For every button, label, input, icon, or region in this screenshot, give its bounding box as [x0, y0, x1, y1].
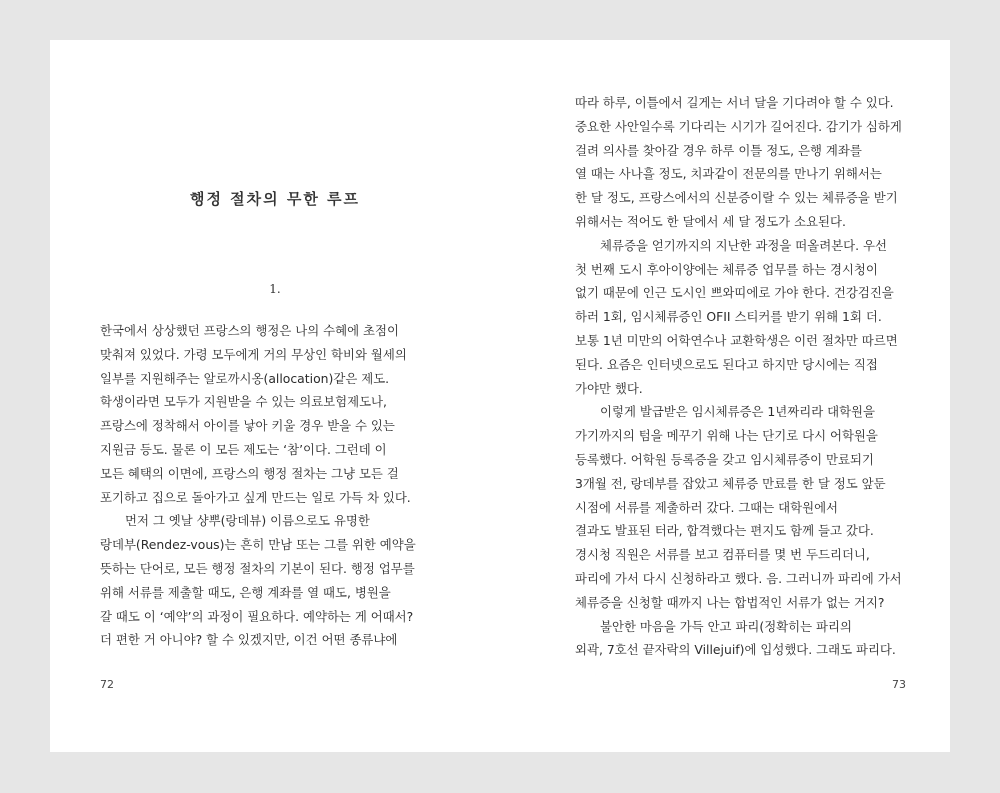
text-line: 학생이라면 모두가 지원받을 수 있는 의료보험제도나,	[100, 394, 387, 410]
section-number: 1.	[269, 282, 281, 296]
text-line: 위해서는 적어도 한 달에서 세 달 정도가 소요된다.	[575, 213, 846, 229]
text-line: 시점에 서류를 제출하러 갔다. 그때는 대학원에서	[575, 499, 839, 515]
text-line: 지원금 등도. 물론 이 모든 제도는 ‘참’이다. 그런데 이	[100, 441, 387, 457]
text-line: 체류증을 얻기까지의 지난한 과정을 떠올려본다. 우선	[600, 237, 887, 253]
left-page-body	[100, 319, 416, 652]
text-line: 가기까지의 텀을 메꾸기 위해 나는 단기로 다시 어학원을	[575, 428, 878, 444]
text-line: 외곽, 7호선 끝자락의 Villejuif)에 입성했다. 그래도 파리다.	[575, 642, 896, 658]
text-line: 먼저 그 옛날 샹뿌(랑데뷰) 이름으로도 유명한	[125, 513, 370, 529]
text-line: 위해 서류를 제출할 때도, 은행 계좌를 열 때도, 병원을	[100, 584, 391, 600]
text-line: 한 달 정도, 프랑스에서의 신분증이랄 수 있는 체류증을 받기	[575, 190, 898, 206]
text-line: 더 편한 거 아니야? 할 수 있겠지만, 이건 어떤 종류냐에	[100, 632, 398, 648]
text-line: 맞춰져 있었다. 가령 모두에게 거의 무상인 학비와 월세의	[100, 346, 407, 362]
chapter-title: 행정 절차의 무한 루프	[189, 190, 361, 208]
page-number-left: 72	[100, 678, 114, 691]
text-line: 파리에 가서 다시 신청하라고 했다. 음. 그러니까 파리에 가서	[575, 570, 902, 586]
text-line: 등록했다. 어학원 등록증을 갖고 임시체류증이 만료되기	[575, 451, 874, 467]
book-spread	[50, 40, 950, 752]
text-line: 뜻하는 단어로, 모든 행정 절차의 기본이 된다. 행정 업무를	[100, 560, 415, 576]
text-line: 보통 1년 미만의 어학연수나 교환학생은 이런 절차만 따르면	[575, 332, 898, 348]
text-line: 갈 때도 이 ‘예약’의 과정이 필요하다. 예약하는 게 어때서?	[100, 608, 414, 624]
text-line: 따라 하루, 이틀에서 길게는 서너 달을 기다려야 할 수 있다.	[575, 95, 894, 110]
text-line: 랑데부(Rendez-vous)는 흔히 만남 또는 그를 위한 예약을	[100, 537, 416, 553]
text-line: 경시청 직원은 서류를 보고 컴퓨터를 몇 번 두드리더니,	[575, 547, 870, 563]
text-line: 일부를 지원해주는 알로까시옹(allocation)같은 제도.	[100, 370, 390, 386]
text-line: 하러 1회, 임시체류증인 OFII 스티커를 받기 위해 1회 더.	[575, 309, 882, 325]
text-line: 결과도 발표된 터라, 합격했다는 편지도 함께 들고 갔다.	[575, 523, 874, 539]
text-line: 불안한 마음을 가득 안고 파리(정확히는 파리의	[600, 618, 852, 634]
text-line: 체류증을 신청할 때까지 나는 합법적인 서류가 없는 거지?	[575, 594, 885, 610]
text-line: 첫 번째 도시 후아이양에는 체류증 업무를 하는 경시청이	[575, 261, 878, 277]
text-line: 한국에서 상상했던 프랑스의 행정은 나의 수혜에 초점이	[100, 323, 399, 338]
right-page-body	[575, 91, 902, 662]
text-line: 이렇게 발급받은 임시체류증은 1년짜리라 대학원을	[600, 404, 875, 420]
text-line: 중요한 사안일수록 기다리는 시기가 길어진다. 감기가 심하게	[575, 118, 902, 134]
text-line: 모든 혜택의 이면에, 프랑스의 행정 절차는 그냥 모든 걸	[100, 465, 399, 481]
text-line: 된다. 요즘은 인터넷으로도 된다고 하지만 당시에는 직접	[575, 356, 878, 372]
text-line: 없기 때문에 인근 도시인 쁘와띠에로 가야 한다. 건강검진을	[575, 285, 894, 301]
text-line: 프랑스에 정착해서 아이를 낳아 키울 경우 받을 수 있는	[100, 418, 395, 434]
text-line: 열 때는 사나흘 정도, 치과같이 전문의를 만나기 위해서는	[575, 166, 882, 182]
page-number-right: 73	[892, 678, 906, 691]
text-line: 포기하고 집으로 돌아가고 싶게 만드는 일로 가득 차 있다.	[100, 489, 411, 505]
text-line: 가야만 했다.	[575, 380, 643, 396]
text-line: 3개월 전, 랑데부를 잡았고 체류증 만료를 한 달 정도 앞둔	[575, 475, 886, 491]
text-line: 걸려 의사를 찾아갈 경우 하루 이틀 정도, 은행 계좌를	[575, 142, 862, 158]
right-page	[500, 40, 950, 752]
left-page	[50, 40, 500, 752]
